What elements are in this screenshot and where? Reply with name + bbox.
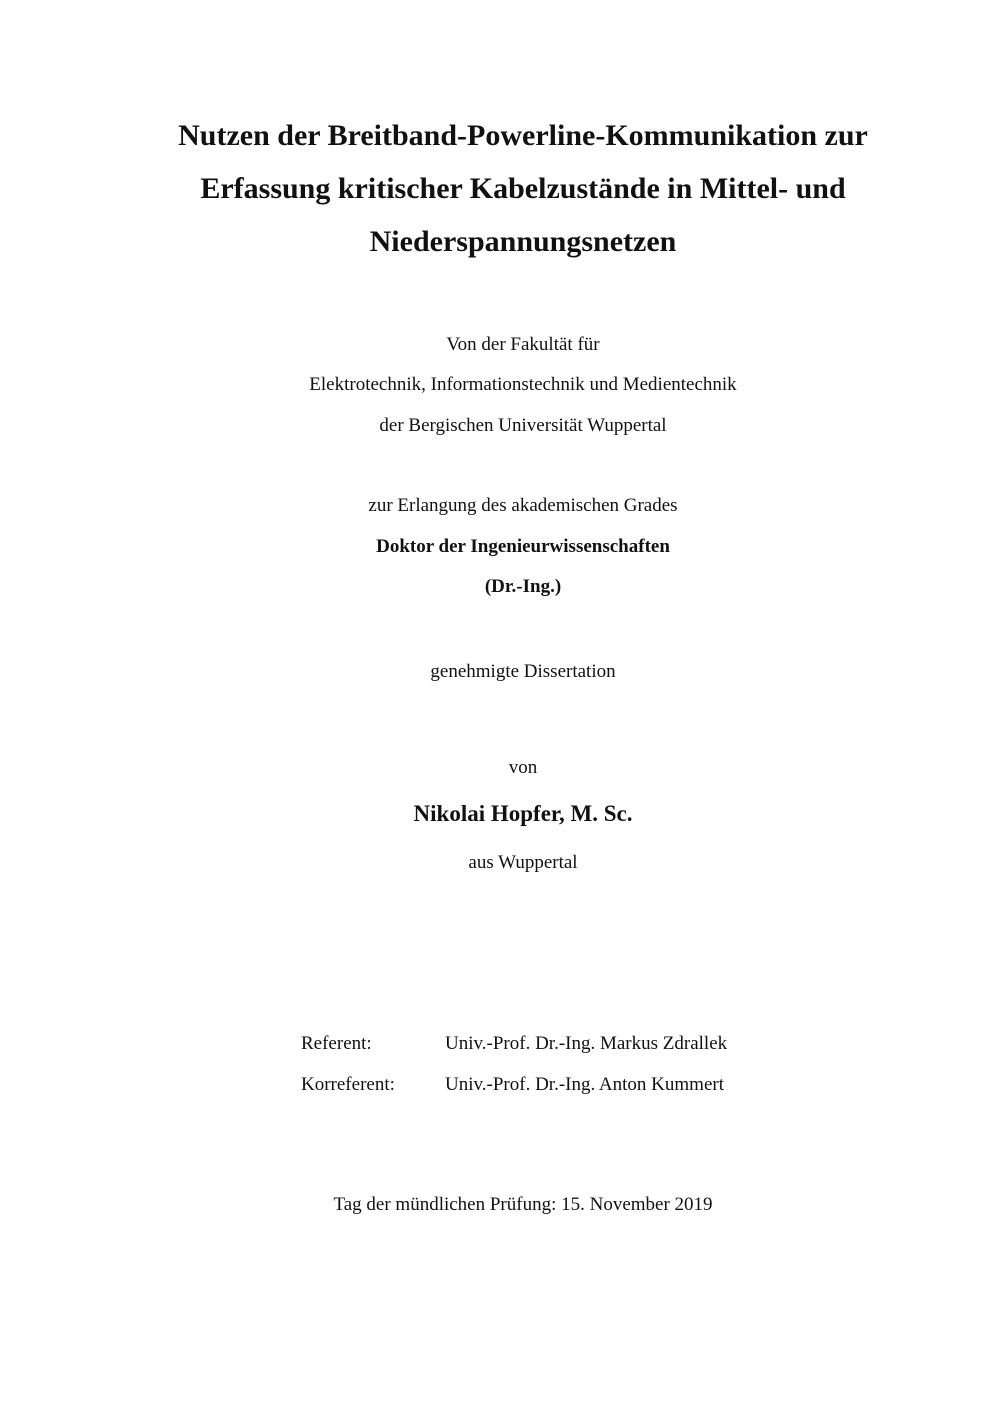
degree-name: Doktor der Ingenieurwissenschaften <box>376 536 670 557</box>
degree-intro: zur Erlangung des akademischen Grades <box>368 495 678 516</box>
dissertation-type: genehmigte Dissertation <box>430 661 616 682</box>
author-von: von <box>508 757 538 778</box>
faculty-line-2: Elektrotechnik, Informationstechnik und Medientechnik <box>309 374 737 395</box>
degree-abbreviation: (Dr.-Ing.) <box>484 576 562 597</box>
author-origin: aus Wuppertal <box>468 852 578 873</box>
co-reviewer-name: Univ.-Prof. Dr.-Ing. Anton Kummert <box>445 1074 724 1095</box>
thesis-title-line-1: Nutzen der Breitband-Powerline-Kommunikation zur <box>178 119 868 152</box>
thesis-title-line-2: Erfassung kritischer Kabelzustände in Mittel- und <box>200 172 846 205</box>
thesis-title-line-3: Niederspannungsnetzen <box>369 225 677 258</box>
author-name: Nikolai Hopfer, M. Sc. <box>413 801 633 826</box>
exam-date: Tag der mündlichen Prüfung: 15. November 2019 <box>333 1194 713 1215</box>
reviewer-role: Referent: <box>301 1033 372 1054</box>
co-reviewer-role: Korreferent: <box>301 1074 395 1095</box>
faculty-line-3: der Bergischen Universität Wuppertal <box>379 415 667 436</box>
reviewer-name: Univ.-Prof. Dr.-Ing. Markus Zdrallek <box>445 1033 728 1054</box>
faculty-line-1: Von der Fakultät für <box>446 334 600 355</box>
